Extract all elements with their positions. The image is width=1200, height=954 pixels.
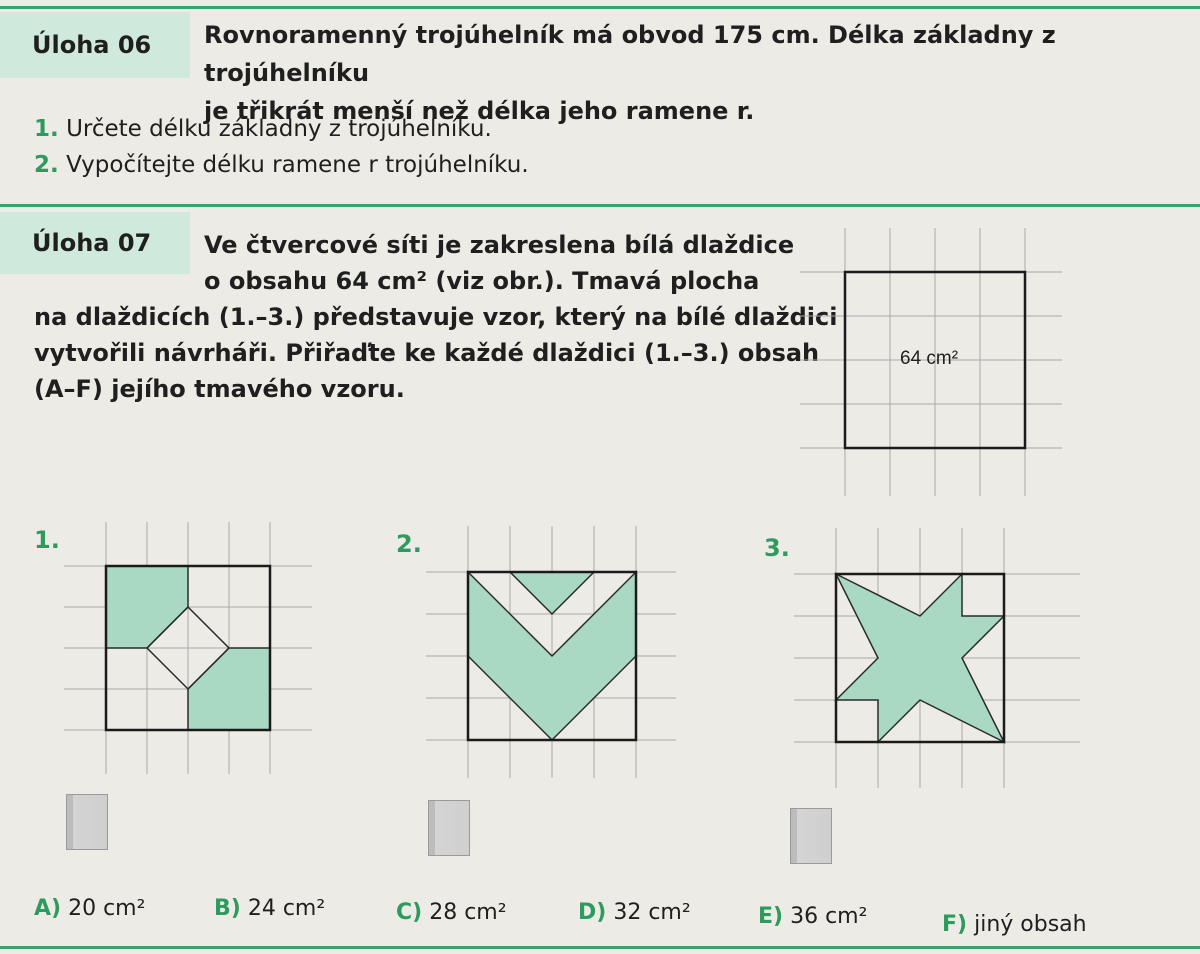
answer-box-1[interactable] (66, 794, 108, 850)
bottom-rule (0, 946, 1200, 949)
task06-tag (0, 12, 190, 78)
task06-item-1 (34, 116, 492, 142)
task07-line4: vytvořili návrháři. Přiřaďte ke každé dlaždici (1.–3.) obsah (34, 339, 820, 367)
tile-1-label: 1. (34, 526, 60, 554)
choice-b (214, 896, 325, 921)
choice-e-text: 36 cm² (790, 904, 868, 929)
task07-line2: o obsahu 64 cm² (viz obr.). Tmavá plocha (204, 267, 760, 295)
middle-rule (0, 204, 1200, 207)
task06-item-2 (34, 152, 529, 178)
choice-d-letter: D) (578, 900, 607, 925)
task06-line2: je třikrát menší než délka jeho ramene r. (204, 97, 755, 125)
task07-line1: Ve čtvercové síti je zakreslena bílá dlaždice (204, 231, 795, 259)
tile-2-figure (426, 526, 678, 782)
top-rule (0, 6, 1200, 9)
task06-tag-text: Úloha 06 (32, 31, 152, 59)
choice-a (34, 896, 145, 921)
choice-e (758, 904, 867, 929)
choice-a-text: 20 cm² (68, 896, 146, 921)
choice-c-letter: C) (396, 900, 423, 925)
answer-box-2[interactable] (428, 800, 470, 856)
choice-f-letter: F) (942, 912, 968, 937)
reference-area-label: 64 cm² (900, 348, 959, 369)
choice-f (942, 912, 1087, 937)
choice-e-letter: E) (758, 904, 784, 929)
choice-c-text: 28 cm² (429, 900, 507, 925)
choice-f-text: jiný obsah (974, 912, 1087, 937)
task06-item-1-num: 1. (34, 116, 59, 142)
task07-tag-text: Úloha 07 (32, 229, 152, 257)
task07-tag (0, 212, 190, 274)
task06-item-2-text: Vypočítejte délku ramene r trojúhelníku. (66, 152, 529, 178)
tile-3-label: 3. (764, 534, 790, 562)
answer-box-3[interactable] (790, 808, 832, 864)
tile-2-dark-pattern (468, 572, 636, 740)
choice-a-letter: A) (34, 896, 62, 921)
choice-c (396, 900, 507, 925)
tile-2-label: 2. (396, 530, 422, 558)
task07-line5: (A–F) jejího tmavého vzoru. (34, 375, 405, 403)
task06-statement (204, 16, 1200, 130)
choice-b-letter: B) (214, 896, 241, 921)
choice-d (578, 900, 691, 925)
task06-item-2-num: 2. (34, 152, 59, 178)
tile-1-figure (64, 522, 314, 778)
task07-line3: na dlaždicích (1.–3.) představuje vzor, který na bílé dlaždici (34, 303, 838, 331)
task06-line1: Rovnoramenný trojúhelník má obvod 175 cm. Délka základny z trojúhelníku (204, 21, 1056, 87)
choice-d-text: 32 cm² (613, 900, 691, 925)
tile-3-figure (794, 528, 1084, 790)
reference-tile-figure (800, 228, 1070, 498)
task06-item-1-text: Určete délku základny z trojúhelníku. (66, 116, 492, 142)
choice-b-text: 24 cm² (247, 896, 326, 921)
